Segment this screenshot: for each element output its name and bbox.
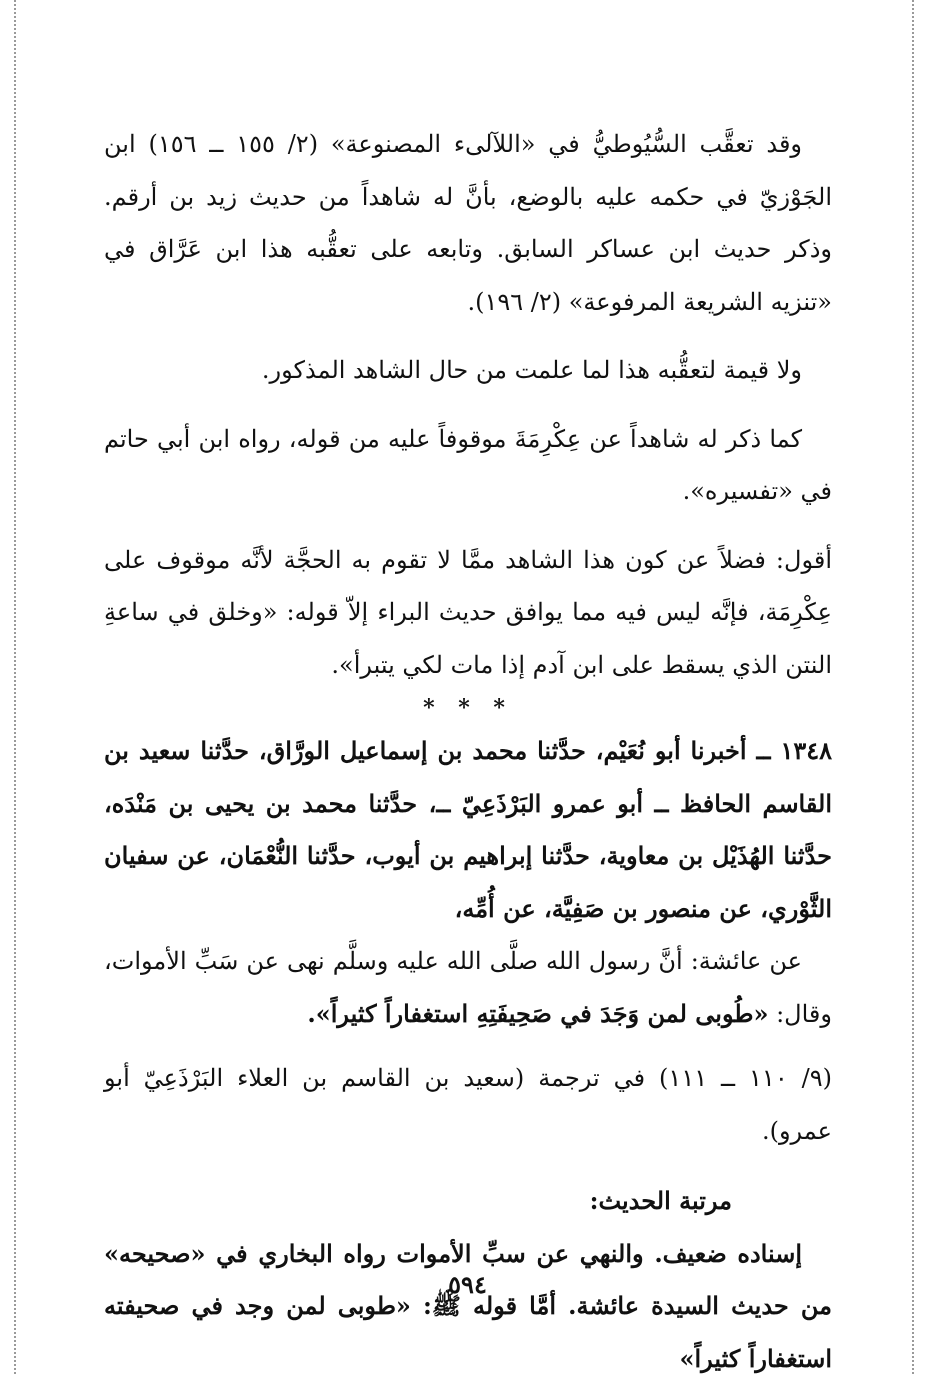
paragraph-suyuti-critique: وقد تعقَّب السُّيُوطيُّ في «اللآلىء المصنوعة» (٢/ ١٥٥ ــ ١٥٦) ابن الجَوْزيّ في حكمه عليه بالوضع، بأنَّ له شاهداً من حديث زيد بن أرقم. وذكر حديث ابن عساكر السابق. وتابعه على تعقُّبه هذا ابن عَرَّاق في «تنزيه الشريعة المرفوعة» (٢/ ١٩٦). (104, 118, 832, 328)
left-margin-rule (14, 0, 16, 1374)
section-heading: مرتبة الحديث: (104, 1175, 832, 1228)
body-text (104, 118, 832, 1385)
grading-text: إسناده ضعيف. والنهي عن سبِّ الأموات رواه البخاري في «صحيحه» من حديث السيدة عائشة. أمَّا قوله ﷺ: «طوبى لمن وجد في صحيفته استغفاراً كثيراً» (104, 1228, 832, 1385)
hadith-matn-intro: عن عائشة: أنَّ رسول الله صلَّى الله عليه وسلَّم نهى عن سَبِّ الأموات، وقال: (104, 947, 832, 1028)
paragraph-ikrimah-witness: كما ذكر له شاهداً عن عِكْرِمَةَ موقوفاً عليه من قوله، رواه ابن أبي حاتم في «تفسيره». (104, 413, 832, 518)
hadith-isnad: ١٣٤٨ ــ أخبرنا أبو نُعَيْم، حدَّثنا محمد بن إسماعيل الورَّاق، حدَّثنا سعيد بن القاسم الحافظ ــ أبو عمرو البَرْذَعِيّ ــ، حدَّثنا محمد بن يحيى بن مَنْدَه، حدَّثنا الهُذَيْل بن معاوية، حدَّثنا إبراهيم بن أيوب، حدَّثنا النُّعْمَان، عن سفيان الثَّوْري، عن منصور بن صَفِيَّة، عن أُمِّه، (104, 725, 832, 935)
paragraph-author-comment: أقول: فضلاً عن كون هذا الشاهد ممَّا لا تقوم به الحجَّة لأنَّه موقوف على عِكْرِمَة، فإنَّه ليس فيه مما يوافق حديث البراء إلاّ قوله: «وخلق في ساعةِ النتن الذي يسقط على ابن آدم إذا مات لكي يتبرأ». (104, 534, 832, 692)
page-number: ٥٩٤ (0, 1270, 935, 1299)
paragraph-no-value: ولا قيمة لتعقُّبه هذا لما علمت من حال الشاهد المذكور. (104, 344, 832, 397)
section-separator: * * * (104, 691, 832, 725)
hadith-matn (104, 935, 832, 1040)
hadith-reference: (٩/ ١١٠ ــ ١١١) في ترجمة (سعيد بن القاسم بن العلاء البَرْذَعِيّ أبو عمرو). (104, 1052, 832, 1157)
right-margin-rule (912, 0, 914, 1374)
hadith-matn-quote: «طُوبى لمن وَجَدَ في صَحِيفَتِهِ استغفاراً كثيراً». (307, 999, 768, 1028)
